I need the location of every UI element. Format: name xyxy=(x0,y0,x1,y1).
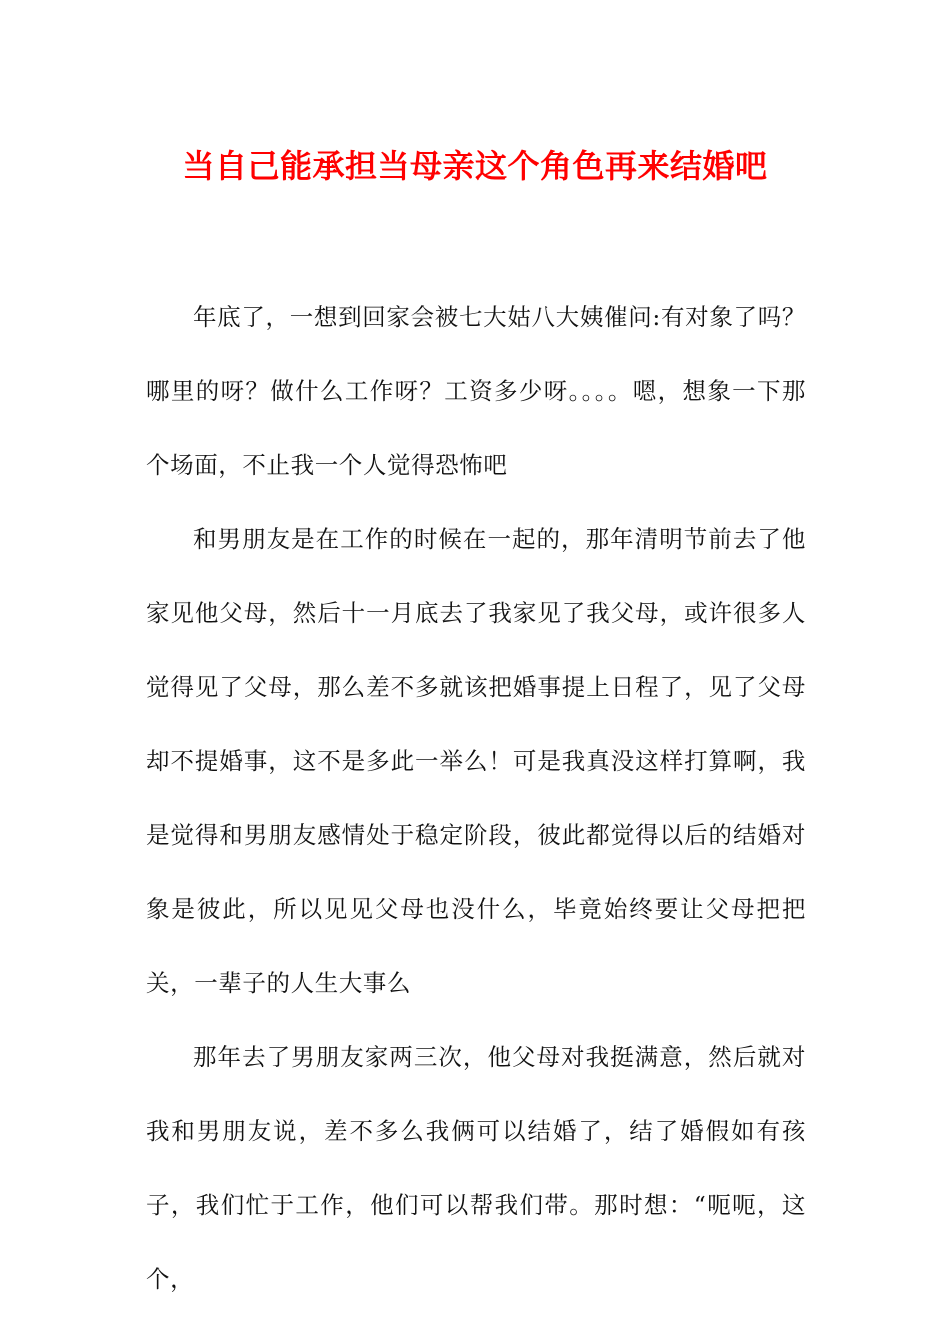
paragraph-3: 那年去了男朋友家两三次，他父母对我挺满意，然后就对我和男朋友说，差不多么我俩可以结婚了，结了婚假如有孩子，我们忙于工作，他们可以帮我们带。那时想：“呃呃，这个， xyxy=(146,1043,806,1293)
document-title: 当自己能承担当母亲这个角色再来结婚吧 xyxy=(182,147,768,185)
paragraph-1: 年底了，一想到回家会被七大姑八大姨催问:有对象了吗？哪里的呀？做什么工作呀？工资多少呀。。。。嗯，想象一下那个场面，不止我一个人觉得恐怖吧 xyxy=(146,303,806,479)
document-body xyxy=(146,280,806,1316)
paragraph-2: 和男朋友是在工作的时候在一起的，那年清明节前去了他家见他父母，然后十一月底去了我家见了我父母，或许很多人觉得见了父母，那么差不多就该把婚事提上日程了，见了父母却不提婚事，这不是多此一举么！可是我真没这样打算啊，我是觉得和男朋友感情处于稳定阶段，彼此都觉得以后的结婚对象是彼此，所以见见父母也没什么，毕竟始终要让父母把把关，一辈子的人生大事么 xyxy=(146,525,806,997)
